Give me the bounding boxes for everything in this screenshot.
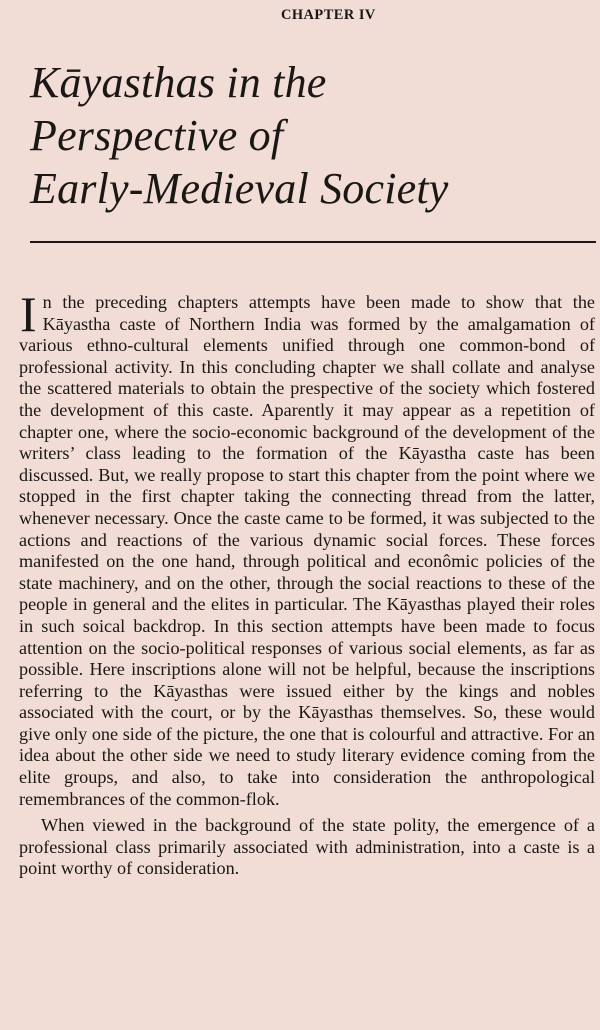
- paragraph-2-text: When viewed in the background of the state polity, the emergence of a professional class primarily associated with administration, into a caste is a point worthy of consideration.: [19, 815, 595, 879]
- drop-cap: I: [20, 286, 37, 342]
- title-divider: [30, 241, 596, 243]
- chapter-label-text: CHAPTER IV: [280, 7, 376, 23]
- chapter-body: [19, 286, 595, 880]
- paragraph-1: [19, 286, 595, 810]
- chapter-title: [30, 56, 570, 215]
- chapter-title-line-2: Perspective of: [30, 111, 284, 160]
- paragraph-2: [19, 815, 595, 880]
- chapter-title-line-3: Early-Medieval Society: [30, 164, 449, 213]
- paragraph-1-text: n the preceding chapters attempts have been made to show that the Kāyastha caste of Northern India was formed by the amalgamation of various ethno-cultural elements unified through one common-bond of professional activity. In this concluding chapter we shall collate and analyse the scattered materials to obtain the prespective of the society which fostered the development of this caste. Aparently it may appear as a repetition of chapter one, where the socio-economic background of the development of the writers’ class leading to the formation of the Kāyastha caste has been discussed. But, we really propose to start this chapter from the point where we stopped in the first chapter taking the connecting thread from the latter, whenever necessary. Once the caste came to be formed, it was subjected to the actions and reactions of the various dynamic social forces. These forces manifested on the one hand, through political and econômic policies of the state machinery, and on the other, through the social reactions to these of the people in general and the elites in particular. The Kāyasthas played their roles in such soical backdrop. In this section attempts have been made to focus attention on the socio-political responses of various social elements, as far as possible. Here inscriptions alone will not be helpful, because the inscriptions referring to the Kāyasthas were issued either by the kings and nobles associated with the court, or by the Kāyasthas themselves. So, these would give only one side of the picture, the one that is colourful and attractive. For an idea about the other side we need to study literary evidence coming from the elite groups, and also, to take into consideration the anthropological remembrances of the common-flok.: [19, 292, 595, 809]
- chapter-label: [0, 7, 600, 24]
- chapter-title-line-1: Kāyasthas in the: [30, 58, 327, 107]
